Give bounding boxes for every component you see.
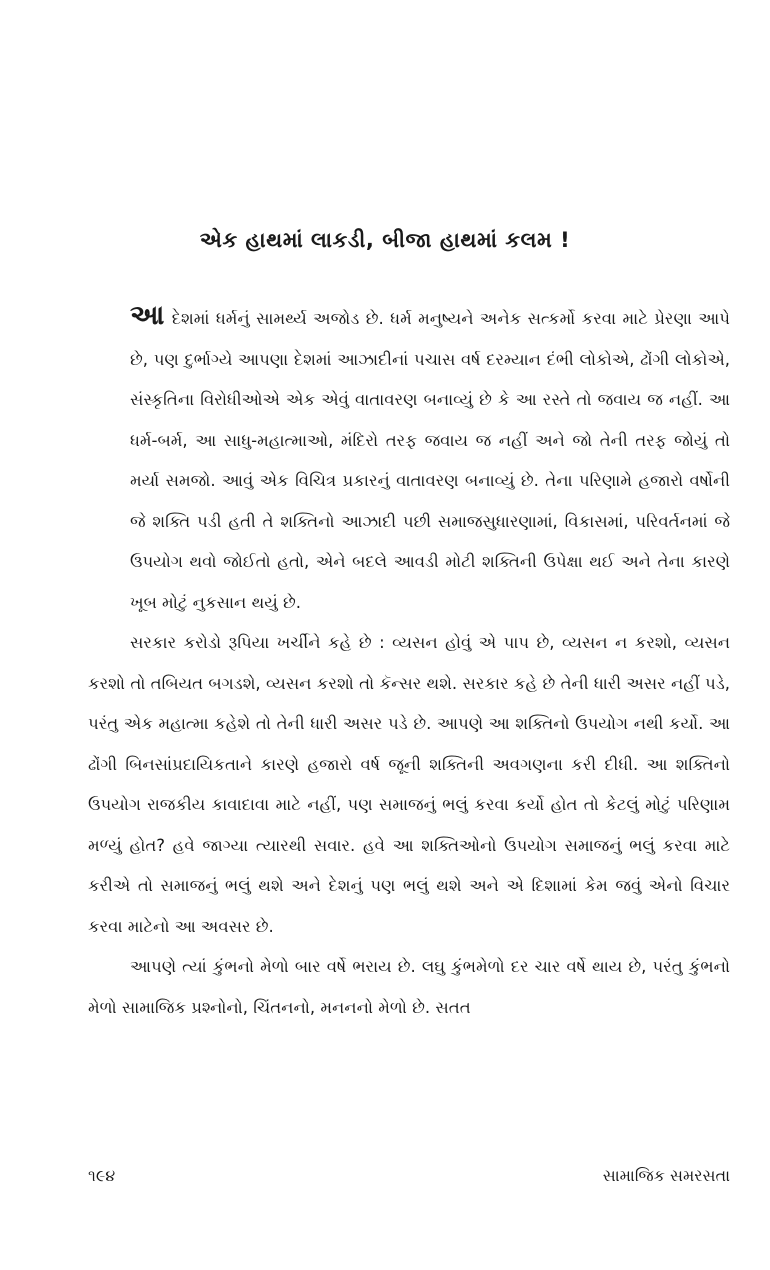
paragraph-3: આપણે ત્યાં કુંભનો મેળો બાર વર્ષે ભરાય છે. લઘુ કુંભમેળો દર ચાર વર્ષે થાય છે, પરંતુ કુંભનો મેળો સામાજિક પ્રશ્નોનો, ચિંતનનો, મનનનો મેળો છે. સતત [88, 957, 730, 1017]
page-number: ૧૯૪ [88, 1166, 116, 1185]
paragraph-1-text: દેશમાં ધર્મનું સામર્થ્ય અજોડ છે. ધર્મ મનુષ્યને અનેક સત્કર્મો કરવા માટે પ્રેરણા આપે છે, પણ દુર્ભાગ્યે આપણા દેશમાં આઝાદીનાં પચાસ વર્ષ દરમ્યાન દંભી લોકોએ, ઢોંગી લોકોએ, સંસ્કૃતિના વિરોધીઓએ એક એવું વાતાવરણ બનાવ્યું છે કે આ રસ્તે તો જવાય જ નહીં. આ ધર્મ-બર્મ, આ સાધુ-મહાત્માઓ, મંદિરો તરફ જવાય જ નહીં અને જો તેની તરફ જોયું તો મર્યા સમજો. આવું એક વિચિત્ર પ્રકારનું વાતાવરણ બનાવ્યું છે. તેના પરિણામે હજારો વર્ષોની જે શક્તિ પડી હતી તે શક્તિનો આઝાદી પછી સમાજસુધારણામાં, વિકાસમાં, પરિવર્તનમાં જે ઉપયોગ થવો જોઈતો હતો, એને બદલે આવડી મોટી શક્તિની ઉપેક્ષા થઈ અને તેના કારણે ખૂબ મોટું નુકસાન થયું છે. [130, 309, 730, 612]
running-title: સામાજિક સમરસતા [602, 1166, 730, 1185]
page-footer [88, 1166, 730, 1190]
body-text [88, 296, 730, 1028]
paragraph-1 [88, 296, 730, 623]
drop-cap: આ [130, 300, 166, 331]
paragraph-2: સરકાર કરોડો રૂપિયા ખર્ચીને કહે છે : વ્યસન હોવું એ પાપ છે, વ્યસન ન કરશો, વ્યસન કરશો તો તબિયત બગડશે, વ્યસન કરશો તો કૅન્સર થશે. સરકાર કહે છે તેની ધારી અસર નહીં પડે, પરંતુ એક મહાત્મા કહેશે તો તેની ધારી અસર પડે છે. આપણે આ શક્તિનો ઉપયોગ નથી કર્યો. આ ઢોંગી બિનસાંપ્રદાયિકતાને કારણે હજારો વર્ષ જૂની શક્તિની અવગણના કરી દીધી. આ શક્તિનો ઉપયોગ રાજકીય કાવાદાવા માટે નહીં, પણ સમાજનું ભલું કરવા કર્યો હોત તો કેટલું મોટું પરિણામ મળ્યું હોત? હવે જાગ્યા ત્યારથી સવાર. હવે આ શક્તિઓનો ઉપયોગ સમાજનું ભલું કરવા માટે કરીએ તો સમાજનું ભલું થશે અને દેશનું પણ ભલું થશે અને એ દિશામાં કેમ જવું એનો વિચાર કરવા માટેનો આ અવસર છે. [88, 633, 730, 936]
chapter-title: એક હાથમાં લાકડી, બીજા હાથમાં કલમ ! [199, 228, 571, 252]
